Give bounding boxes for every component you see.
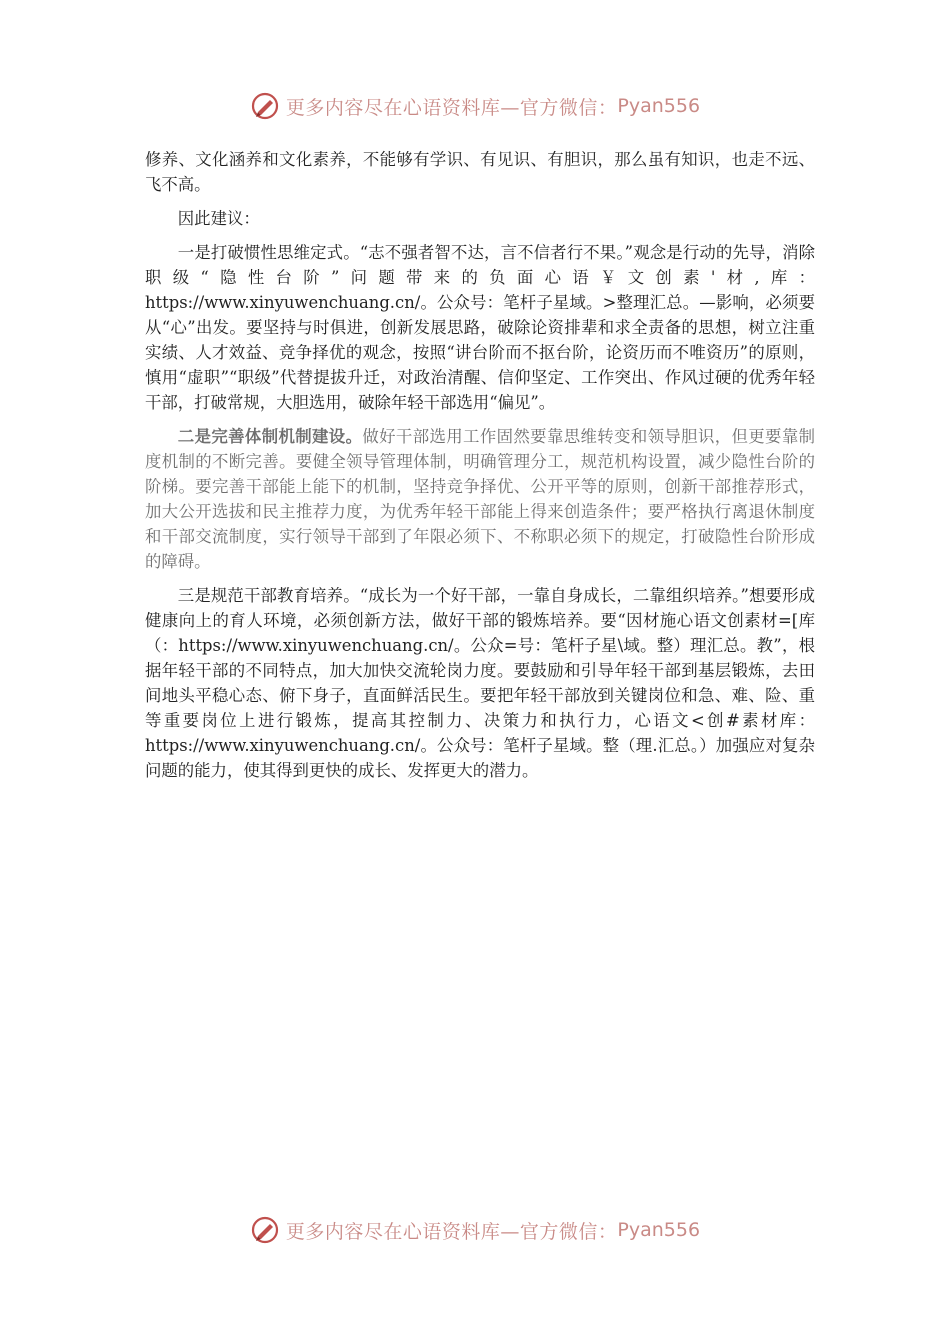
document-body (145, 147, 815, 792)
banner-text: 更多内容尽在心语资料库—官方微信： (285, 1220, 618, 1243)
header-banner (0, 86, 950, 126)
paragraph: 三是规范干部教育培养。“成长为一个好干部，一靠自身成长，二靠组织培养。”想要形成健康向上的育人环境，必须创新方法，做好干部的锻炼培养。要“因材施心语文创素材=[库（：https://www.xinyuwenchuang.cn/。公众=号：笔杆子星\域。整）理汇总。教”，根据年轻干部的不同特点，加大加快交流轮岗力度。要鼓励和引导年轻干部到基层锻炼，去田间地头平稳心态、俯下身子，直面鲜活民生。要把年轻干部放到关键岗位和急、难、险、重等重要岗位上进行锻炼，提高其控制力、决策力和执行力，心语文<创#素材库：https://www.xinyuwenchuang.cn/。公众号：笔杆子星域。整（理.汇总。）加强应对复杂问题的能力，使其得到更快的成长、发挥更大的潜力。 (145, 586, 815, 780)
paragraph: 因此建议： (177, 209, 260, 228)
pen-logo-icon (250, 91, 280, 121)
paragraph-lead: 二是完善体制机制建设。 (177, 427, 363, 446)
footer-banner (0, 1210, 950, 1250)
paragraph: 修养、文化涵养和文化素养，不能够有学识、有见识、有胆识，那么虽有知识，也走不远、飞不高。 (145, 150, 815, 194)
banner-text: 更多内容尽在心语资料库—官方微信： (285, 96, 618, 119)
pen-logo-icon (250, 1215, 280, 1245)
wechat-id: Pyan556 (617, 1219, 701, 1241)
paragraph (145, 424, 815, 574)
wechat-id: Pyan556 (617, 95, 701, 117)
paragraph-body: 做好干部选用工作固然要靠思维转变和领导胆识，但更要靠制度机制的不断完善。要健全领导管理体制，明确管理分工，规范机构设置，减少隐性台阶的阶梯。要完善干部能上能下的机制，坚持竞争择优、公开平等的原则，创新干部推荐形式，加大公开选拔和民主推荐力度，为优秀年轻干部能上得来创造条件；要严格执行离退休制度和干部交流制度，实行领导干部到了年限必须下、不称职必须下的规定，打破隐性台阶形成的障碍。 (145, 427, 816, 571)
paragraph: 一是打破惯性思维定式。“志不强者智不达，言不信者行不果。”观念是行动的先导，消除职级“隐性台阶”问题带来的负面心语￥文创素'材,库：https://www.xinyuwenchuang.cn/。公众号：笔杆子星域。>整理汇总。—影响，必须要从“心”出发。要坚持与时俱进，创新发展思路，破除论资排辈和求全责备的思想，树立注重实绩、人才效益、竞争择优的观念，按照“讲台阶而不抠台阶，论资历而不唯资历”的原则，慎用“虚职”“职级”代替提拔升迁，对政治清醒、信仰坚定、工作突出、作风过硬的优秀年轻干部，打破常规，大胆选用，破除年轻干部选用“偏见”。 (145, 243, 815, 412)
